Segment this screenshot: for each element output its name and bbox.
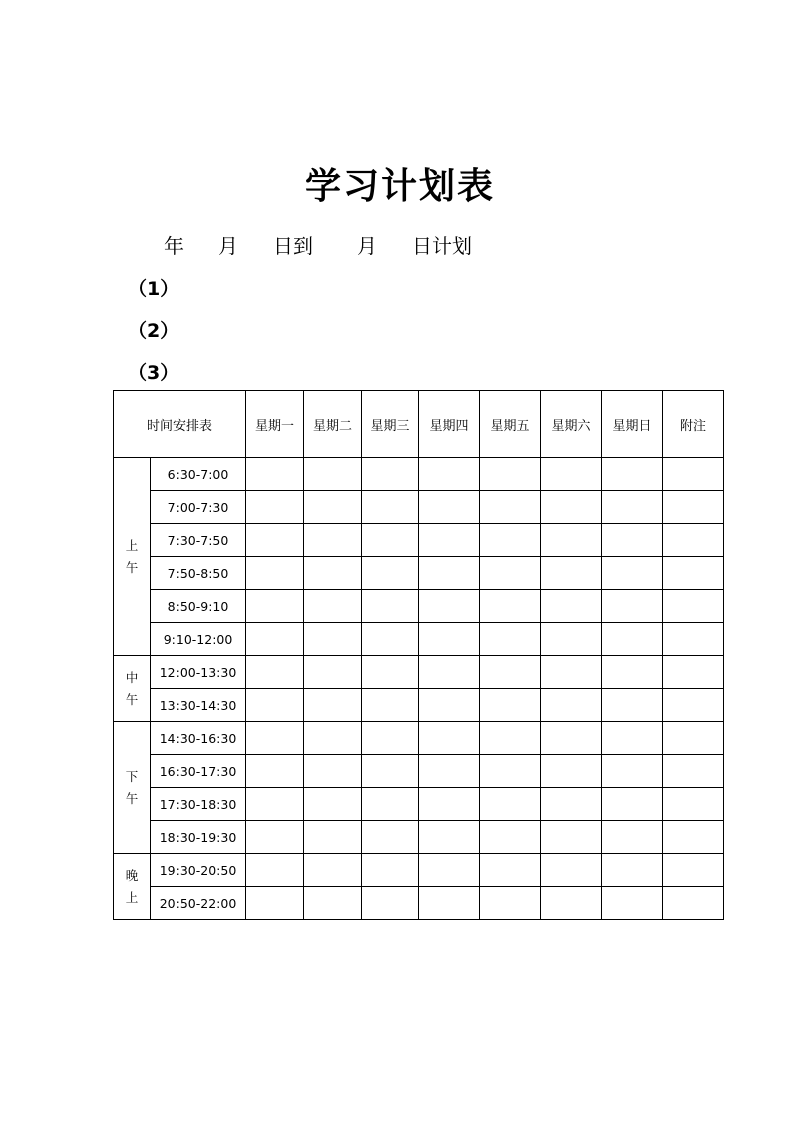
schedule-cell[interactable] (246, 722, 304, 755)
table-row (114, 788, 724, 821)
schedule-cell[interactable] (304, 788, 362, 821)
schedule-cell[interactable] (419, 590, 480, 623)
notes-cell[interactable] (663, 854, 724, 887)
period-label-char: 晚 (125, 867, 139, 883)
schedule-cell[interactable] (246, 491, 304, 524)
table-row (114, 458, 724, 491)
header-day: 星期三 (362, 391, 419, 458)
header-day: 星期四 (419, 391, 480, 458)
schedule-cell[interactable] (602, 590, 663, 623)
time-slot: 6:30-7:00 (151, 458, 246, 491)
schedule-cell[interactable] (541, 656, 602, 689)
notes-cell[interactable] (663, 689, 724, 722)
notes-cell[interactable] (663, 524, 724, 557)
schedule-cell[interactable] (480, 755, 541, 788)
schedule-cell[interactable] (362, 689, 419, 722)
schedule-cell[interactable] (304, 854, 362, 887)
schedule-cell[interactable] (304, 491, 362, 524)
schedule-cell[interactable] (602, 788, 663, 821)
schedule-cell[interactable] (246, 458, 304, 491)
schedule-cell[interactable] (362, 524, 419, 557)
time-slot: 12:00-13:30 (151, 656, 246, 689)
schedule-cell[interactable] (419, 491, 480, 524)
schedule-cell[interactable] (362, 491, 419, 524)
schedule-cell[interactable] (541, 524, 602, 557)
table-row (114, 491, 724, 524)
schedule-cell[interactable] (419, 854, 480, 887)
schedule-cell[interactable] (541, 491, 602, 524)
date-month-label: 月 (218, 234, 238, 258)
time-slot: 20:50-22:00 (151, 887, 246, 920)
schedule-cell[interactable] (480, 590, 541, 623)
table-row (114, 656, 724, 689)
header-notes: 附注 (663, 391, 724, 458)
schedule-cell[interactable] (541, 590, 602, 623)
schedule-cell[interactable] (246, 788, 304, 821)
schedule-cell[interactable] (602, 491, 663, 524)
table-row (114, 689, 724, 722)
schedule-cell[interactable] (480, 887, 541, 920)
schedule-cell[interactable] (419, 887, 480, 920)
schedule-cell[interactable] (362, 854, 419, 887)
schedule-cell[interactable] (602, 689, 663, 722)
schedule-cell[interactable] (362, 557, 419, 590)
time-slot: 18:30-19:30 (151, 821, 246, 854)
period-label (114, 656, 151, 722)
schedule-cell[interactable] (602, 623, 663, 656)
notes-cell[interactable] (663, 491, 724, 524)
table-row (114, 623, 724, 656)
period-label-char: 午 (125, 559, 139, 575)
header-day: 星期五 (480, 391, 541, 458)
schedule-cell[interactable] (304, 524, 362, 557)
time-slot: 19:30-20:50 (151, 854, 246, 887)
period-label-char: 上 (125, 537, 139, 553)
schedule-cell[interactable] (541, 689, 602, 722)
schedule-cell[interactable] (246, 656, 304, 689)
notes-cell[interactable] (663, 821, 724, 854)
time-slot: 7:50-8:50 (151, 557, 246, 590)
table-row (114, 821, 724, 854)
schedule-cell[interactable] (304, 623, 362, 656)
period-label (114, 722, 151, 854)
page-title: 学习计划表 (304, 166, 495, 207)
schedule-cell[interactable] (362, 722, 419, 755)
schedule-cell[interactable] (246, 689, 304, 722)
notes-cell[interactable] (663, 887, 724, 920)
schedule-cell[interactable] (304, 821, 362, 854)
notes-cell[interactable] (663, 590, 724, 623)
schedule-cell[interactable] (304, 755, 362, 788)
schedule-cell[interactable] (246, 557, 304, 590)
time-slot: 13:30-14:30 (151, 689, 246, 722)
schedule-cell[interactable] (304, 557, 362, 590)
schedule-cell[interactable] (419, 623, 480, 656)
time-slot: 17:30-18:30 (151, 788, 246, 821)
table-row (114, 524, 724, 557)
schedule-cell[interactable] (541, 788, 602, 821)
schedule-cell[interactable] (480, 557, 541, 590)
schedule-cell[interactable] (419, 821, 480, 854)
time-slot: 16:30-17:30 (151, 755, 246, 788)
time-slot: 7:00-7:30 (151, 491, 246, 524)
plan-item-2: （2） (128, 320, 180, 342)
schedule-cell[interactable] (541, 854, 602, 887)
schedule-cell[interactable] (362, 821, 419, 854)
schedule-cell[interactable] (419, 689, 480, 722)
plan-item-3: （3） (128, 362, 180, 384)
schedule-cell[interactable] (246, 524, 304, 557)
schedule-cell[interactable] (480, 623, 541, 656)
schedule-cell[interactable] (602, 854, 663, 887)
schedule-cell[interactable] (480, 524, 541, 557)
date-year-label: 年 (164, 234, 184, 258)
notes-cell[interactable] (663, 623, 724, 656)
period-label-char: 下 (125, 768, 139, 784)
header-day: 星期一 (246, 391, 304, 458)
schedule-cell[interactable] (419, 458, 480, 491)
date-day-plan-label: 日计划 (412, 234, 472, 258)
schedule-cell[interactable] (419, 722, 480, 755)
schedule-cell[interactable] (602, 722, 663, 755)
period-label (114, 458, 151, 656)
period-label (114, 854, 151, 920)
notes-cell[interactable] (663, 755, 724, 788)
period-label-char: 午 (125, 691, 139, 707)
notes-cell[interactable] (663, 656, 724, 689)
header-day: 星期六 (541, 391, 602, 458)
schedule-cell[interactable] (304, 722, 362, 755)
table-row (114, 722, 724, 755)
time-slot: 9:10-12:00 (151, 623, 246, 656)
schedule-cell[interactable] (246, 821, 304, 854)
schedule-cell[interactable] (419, 524, 480, 557)
schedule-cell[interactable] (480, 722, 541, 755)
schedule-cell[interactable] (480, 854, 541, 887)
schedule-cell[interactable] (419, 557, 480, 590)
period-label-char: 中 (125, 669, 139, 685)
date-month-end-label: 月 (357, 234, 377, 258)
period-label-char: 上 (125, 889, 139, 905)
schedule-cell[interactable] (246, 755, 304, 788)
time-slot: 8:50-9:10 (151, 590, 246, 623)
header-schedule: 时间安排表 (114, 391, 246, 458)
schedule-cell[interactable] (419, 788, 480, 821)
schedule-cell[interactable] (480, 821, 541, 854)
notes-cell[interactable] (663, 788, 724, 821)
schedule-cell[interactable] (419, 656, 480, 689)
schedule-cell[interactable] (304, 689, 362, 722)
schedule-cell[interactable] (480, 689, 541, 722)
schedule-cell[interactable] (304, 590, 362, 623)
date-day-to-label: 日到 (273, 234, 313, 258)
schedule-cell[interactable] (541, 887, 602, 920)
schedule-cell[interactable] (362, 590, 419, 623)
table-row (114, 887, 724, 920)
schedule-cell[interactable] (541, 458, 602, 491)
schedule-cell[interactable] (304, 656, 362, 689)
schedule-cell[interactable] (541, 557, 602, 590)
schedule-cell[interactable] (602, 524, 663, 557)
schedule-cell[interactable] (362, 458, 419, 491)
schedule-cell[interactable] (362, 656, 419, 689)
schedule-cell[interactable] (362, 788, 419, 821)
schedule-cell[interactable] (602, 887, 663, 920)
schedule-cell[interactable] (541, 623, 602, 656)
schedule-cell[interactable] (541, 821, 602, 854)
schedule-cell[interactable] (541, 722, 602, 755)
schedule-cell[interactable] (602, 821, 663, 854)
plan-item-1: （1） (128, 278, 180, 300)
schedule-cell[interactable] (362, 623, 419, 656)
schedule-cell[interactable] (246, 623, 304, 656)
table-row (114, 755, 724, 788)
schedule-cell[interactable] (480, 788, 541, 821)
schedule-cell[interactable] (602, 557, 663, 590)
schedule-table (113, 390, 724, 920)
schedule-cell[interactable] (246, 854, 304, 887)
table-row (114, 590, 724, 623)
time-slot: 7:30-7:50 (151, 524, 246, 557)
schedule-cell[interactable] (480, 656, 541, 689)
schedule-cell[interactable] (304, 458, 362, 491)
notes-cell[interactable] (663, 557, 724, 590)
notes-cell[interactable] (663, 458, 724, 491)
schedule-cell[interactable] (541, 755, 602, 788)
schedule-cell[interactable] (480, 458, 541, 491)
header-row (114, 391, 724, 458)
schedule-cell[interactable] (602, 656, 663, 689)
schedule-cell[interactable] (602, 755, 663, 788)
table-row (114, 557, 724, 590)
table-row (114, 854, 724, 887)
period-label-char: 午 (125, 790, 139, 806)
notes-cell[interactable] (663, 722, 724, 755)
schedule-cell[interactable] (362, 755, 419, 788)
header-day: 星期日 (602, 391, 663, 458)
schedule-cell[interactable] (246, 887, 304, 920)
schedule-cell[interactable] (480, 491, 541, 524)
schedule-cell[interactable] (602, 458, 663, 491)
header-day: 星期二 (304, 391, 362, 458)
schedule-cell[interactable] (362, 887, 419, 920)
schedule-cell[interactable] (419, 755, 480, 788)
schedule-cell[interactable] (246, 590, 304, 623)
schedule-cell[interactable] (304, 887, 362, 920)
time-slot: 14:30-16:30 (151, 722, 246, 755)
